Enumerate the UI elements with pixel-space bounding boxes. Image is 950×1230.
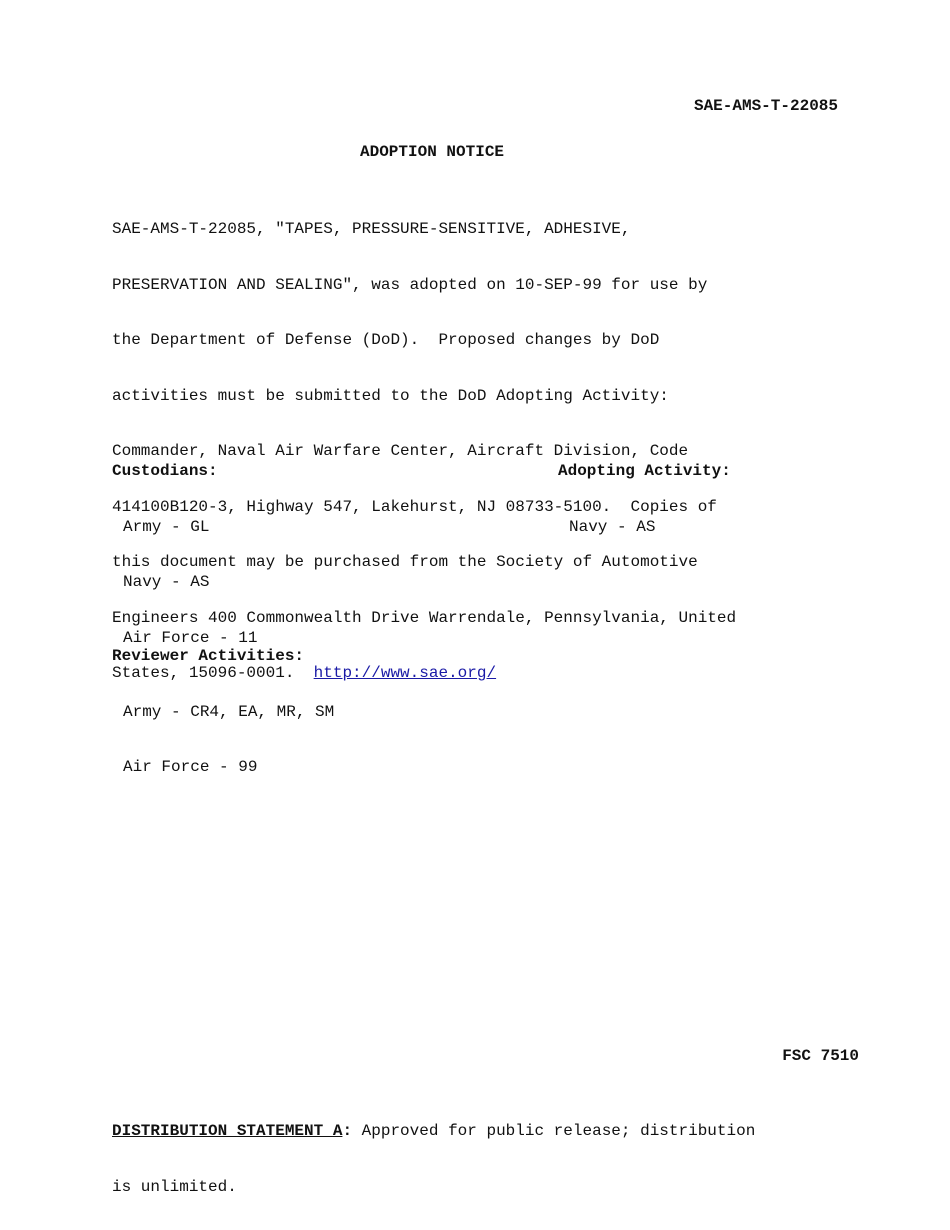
adopting-activity-section [558,425,731,555]
distribution-colon: : [342,1122,353,1140]
distribution-label: DISTRIBUTION STATEMENT A [112,1122,343,1140]
distribution-text: Approved for public release; distribution [352,1122,756,1140]
notice-line-last-text: States, 15096-0001. [112,664,314,682]
document-id: SAE-AMS-T-22085 [693,97,838,115]
notice-line: Engineers 400 Commonwealth Drive Warrendale, Pennsylvania, United [112,608,737,627]
distribution-line-2: is unlimited. [112,1177,237,1196]
notice-line: this document may be purchased from the Society of Automotive [112,553,698,571]
reviewer-activity-item: Army - CR4, EA, MR, SM [123,702,335,721]
custodians-heading: Custodians: [112,462,218,480]
custodian-item: Army - GL [123,517,210,536]
page-title: ADOPTION NOTICE [360,143,505,161]
adopting-activity-item: Navy - AS [569,517,656,536]
reviewer-activities-heading: Reviewer Activities: [112,647,305,665]
notice-line: the Department of Defense (DoD). Proposed changes by DoD [112,331,660,349]
custodian-item: Air Force - 11 [123,628,258,647]
adopting-activity-heading: Adopting Activity: [558,462,731,480]
notice-line: activities must be submitted to the DoD Adopting Activity: [112,386,669,405]
custodian-item: Navy - AS [123,573,210,591]
notice-line: 414100B120-3, Highway 547, Lakehurst, NJ 08733-5100. Copies of [112,497,717,516]
fsc-code: FSC 7510 [782,1047,859,1065]
notice-line: PRESERVATION AND SEALING", was adopted on 10-SEP-99 for use by [112,275,708,294]
notice-line: Commander, Naval Air Warfare Center, Aircraft Division, Code [112,442,689,460]
distribution-statement [112,1085,755,1215]
notice-line: SAE-AMS-T-22085, "TAPES, PRESSURE-SENSITIVE, ADHESIVE, [112,220,631,238]
distribution-line-1 [112,1122,755,1141]
reviewer-activity-item: Air Force - 99 [123,758,258,776]
reviewer-activities-section [112,610,334,795]
sae-website-link[interactable]: http://www.sae.org/ [313,664,497,682]
